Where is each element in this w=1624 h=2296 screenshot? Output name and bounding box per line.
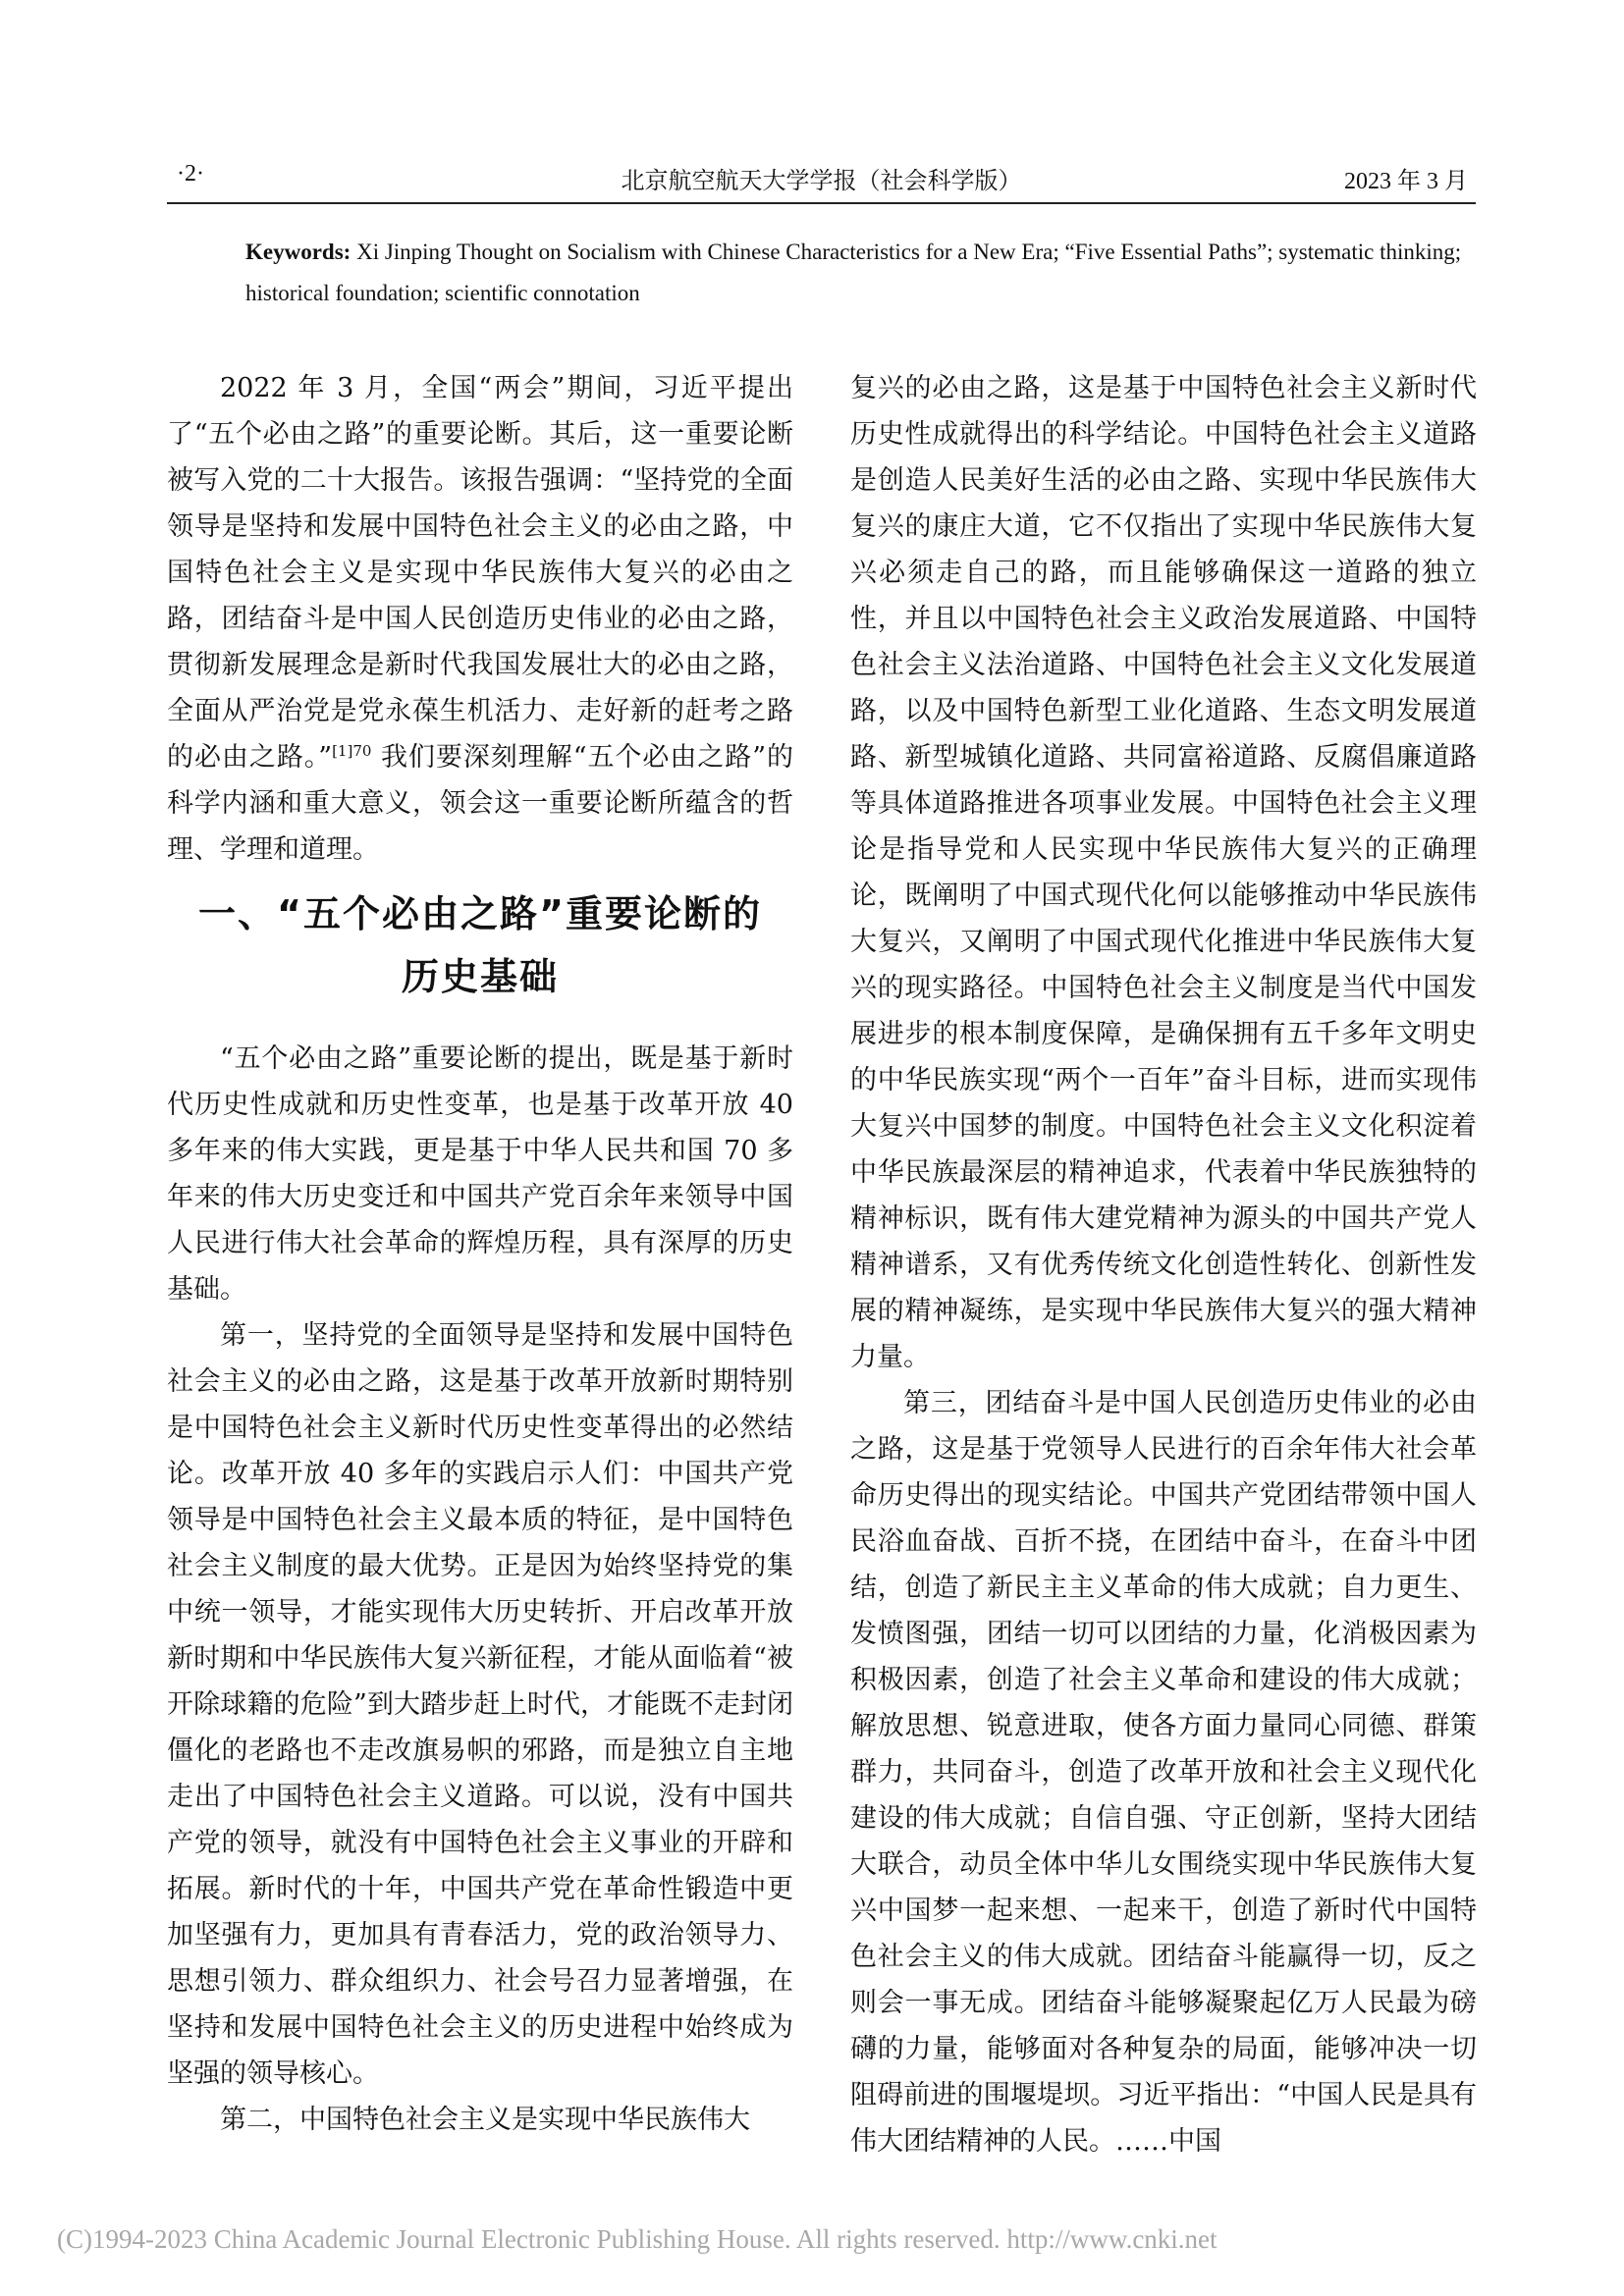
left-column xyxy=(167,365,793,2143)
body-paragraph: 第二，中国特色社会主义是实现中华民族伟大 xyxy=(220,2105,750,2135)
keywords-block xyxy=(245,232,1463,314)
intro-text: 2022 年 3 月，全国“两会”期间，习近平提出了“五个必由之路”的重要论断。其后，这一重要论断被写入党的二十大报告。该报告强调：“坚持党的全面领导是坚持和发展中国特色社会主义的必由之路，中国特色社会主义是实现中华民族伟大复兴的必由之路，团结奋斗是中国人民创造历史伟业的必由之路，贯彻新发展理念是新时代我国发展壮大的必由之路，全面从严治党是党永葆生机活力、走好新的赶考之路的必由之路。” xyxy=(167,373,793,773)
intro-paragraph xyxy=(167,365,793,873)
section-heading-line1: 一、“五个必由之路”重要论断的 xyxy=(198,892,762,935)
body-paragraph: 第一，坚持党的全面领导是坚持和发展中国特色社会主义的必由之路，这是基于改革开放新时期特别是中国特色社会主义新时代历史性变革得出的必然结论。改革开放 40 多年的实践启示人们：中国共产党领导是中国特色社会主义最本质的特征，是中国特色社会主义制度的最大优势。正是因为始终坚持党的集中统一领导，才能实现伟大历史转折、开启改革开放新时期和中华民族伟大复兴新征程，才能从面临着“被开除球籍的危险”到大踏步赶上时代，才能既不走封闭僵化的老路也不走改旗易帜的邪路，而是独立自主地走出了中国特色社会主义道路。可以说，没有中国共产党的领导，就没有中国特色社会主义事业的开辟和拓展。新时代的十年，中国共产党在革命性锻造中更加坚强有力，更加具有青春活力，党的政治领导力、思想引领力、群众组织力、社会号召力显著增强，在坚持和发展中国特色社会主义的历史进程中始终成为坚强的领导核心。 xyxy=(167,1320,793,2089)
header-rule xyxy=(167,202,1476,204)
intro-text-continued: 我们要深刻理解“五个必由之路”的科学内涵和重大意义，领会这一重要论断所蕴含的哲理、学理和道理。 xyxy=(167,742,793,865)
body-paragraph-continued: 复兴的必由之路，这是基于中国特色社会主义新时代历史性成就得出的科学结论。中国特色社会主义道路是创造人民美好生活的必由之路、实现中华民族伟大复兴的康庄大道，它不仅指出了实现中华民族伟大复兴必须走自己的路，而且能够确保这一道路的独立性，并且以中国特色社会主义政治发展道路、中国特色社会主义法治道路、中国特色社会主义文化发展道路，以及中国特色新型工业化道路、生态文明发展道路、新型城镇化道路、共同富裕道路、反腐倡廉道路等具体道路推进各项事业发展。中国特色社会主义理论是指导党和人民实现中华民族伟大复兴的正确理论，既阐明了中国式现代化何以能够推动中华民族伟大复兴，又阐明了中国式现代化推进中华民族伟大复兴的现实路径。中国特色社会主义制度是当代中国发展进步的根本制度保障，是确保拥有五千多年文明史的中华民族实现“两个一百年”奋斗目标，进而实现伟大复兴中国梦的制度。中国特色社会主义文化积淀着中华民族最深层的精神追求，代表着中华民族独特的精神标识，既有伟大建党精神为源头的中国共产党人精神谱系，又有优秀传统文化创造性转化、创新性发展的精神凝练，是实现中华民族伟大复兴的强大精神力量。 xyxy=(850,373,1477,1372)
journal-title: 北京航空航天大学学报（社会科学版） xyxy=(621,169,1022,194)
page-number: ·2· xyxy=(177,161,204,187)
citation-ref: [1]70 xyxy=(332,742,372,760)
body-paragraph: 第三，团结奋斗是中国人民创造历史伟业的必由之路，这是基于党领导人民进行的百余年伟大社会革命历史得出的现实结论。中国共产党团结带领中国人民浴血奋战、百折不挠，在团结中奋斗，在奋斗中团结，创造了新民主主义革命的伟大成就；自力更生、发愤图强，团结一切可以团结的力量，化消极因素为积极因素，创造了社会主义革命和建设的伟大成就；解放思想、锐意进取，使各方面力量同心同德、群策群力，共同奋斗，创造了改革开放和社会主义现代化建设的伟大成就；自信自强、守正创新，坚持大团结大联合，动员全体中华儿女围绕实现中华民族伟大复兴中国梦一起来想、一起来干，创造了新时代中国特色社会主义的伟大成就。团结奋斗能赢得一切，反之则会一事无成。团结奋斗能够凝聚起亿万人民最为磅礴的力量，能够面对各种复杂的局面，能够冲决一切阻碍前进的围堰堤坝。习近平指出：“中国人民是具有伟大团结精神的人民。……中国 xyxy=(850,1388,1477,2157)
section-heading xyxy=(167,882,793,1008)
right-column xyxy=(850,365,1477,2164)
copyright-footer: (C)1994-2023 China Academic Journal Electronic Publishing House. All rights reserved. http://www.cnki.net xyxy=(57,2224,1218,2254)
body-paragraph: “五个必由之路”重要论断的提出，既是基于新时代历史性成就和历史性变革，也是基于改革开放 40 多年来的伟大实践，更是基于中华人民共和国 70 多年来的伟大历史变迁和中国共产党百余年来领导中国人民进行伟大社会革命的辉煌历程，具有深厚的历史基础。 xyxy=(167,1043,793,1305)
keywords-text: Xi Jinping Thought on Socialism with Chinese Characteristics for a New Era; “Five Essential Paths”; systematic thinking; historical foundation; scientific connotation xyxy=(245,240,1462,305)
issue-date: 2023 年 3 月 xyxy=(1344,169,1468,194)
running-header xyxy=(167,157,1476,196)
section-heading-line2: 历史基础 xyxy=(401,955,559,998)
keywords-label: Keywords: xyxy=(245,240,352,264)
